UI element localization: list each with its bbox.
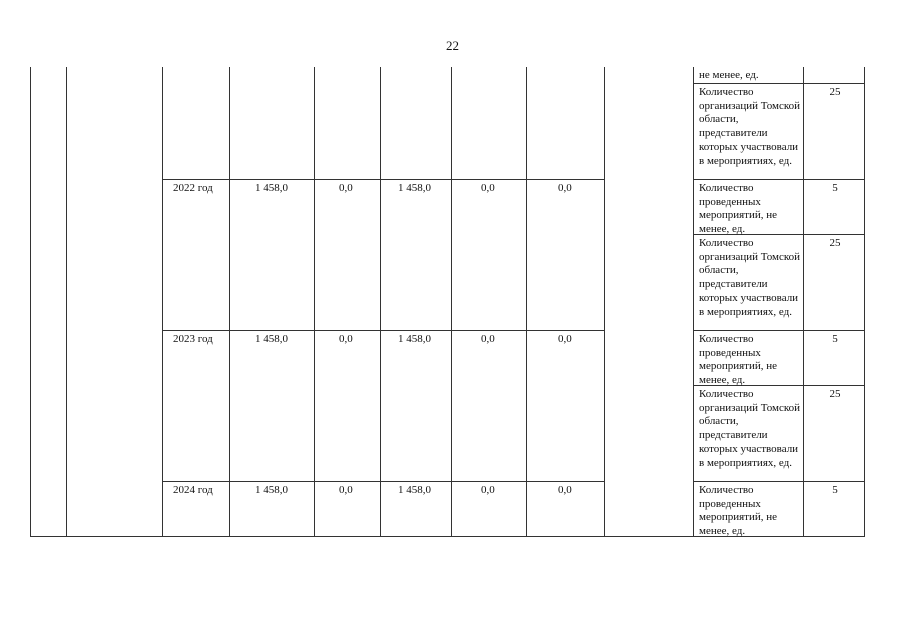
amount-cell: 0,0 (339, 333, 353, 345)
amount-cell: 0,0 (339, 182, 353, 194)
row-divider (162, 330, 604, 331)
amount-cell: 0,0 (481, 333, 495, 345)
page-number: 22 (446, 38, 459, 53)
column-divider (162, 67, 163, 536)
indicator-value: 5 (832, 182, 838, 194)
indicator-cell: Количество проведенных мероприятий, не менее, ед. (699, 333, 778, 387)
year-cell: 2024 год (173, 484, 213, 496)
indicator-value: 25 (829, 388, 841, 400)
indicator-cell: Количество организаций Томской области, представители которых участвовали в мероприятиях, ед. (699, 237, 801, 318)
column-divider (229, 67, 230, 536)
column-divider (380, 67, 381, 536)
amount-cell: 0,0 (558, 333, 572, 345)
amount-cell: 1 458,0 (255, 333, 288, 345)
row-divider (693, 83, 865, 84)
indicator-value: 5 (832, 333, 838, 345)
indicator-value: 25 (829, 86, 841, 98)
row-divider (162, 179, 604, 180)
indicator-value: 5 (832, 484, 838, 496)
table-border-right (864, 67, 865, 536)
amount-cell: 0,0 (558, 182, 572, 194)
column-divider (314, 67, 315, 536)
amount-cell: 1 458,0 (255, 182, 288, 194)
amount-cell: 1 458,0 (398, 182, 431, 194)
table-border-left (30, 67, 31, 536)
column-divider (526, 67, 527, 536)
indicator-value: 25 (829, 237, 841, 249)
year-cell: 2022 год (173, 182, 213, 194)
year-cell: 2023 год (173, 333, 213, 345)
indicator-cell: Количество проведенных мероприятий, не менее, ед. (699, 484, 778, 538)
amount-cell: 1 458,0 (398, 333, 431, 345)
amount-cell: 1 458,0 (255, 484, 288, 496)
indicator-cell: Количество организаций Томской области, представители которых участвовали в мероприятиях, ед. (699, 86, 801, 167)
indicator-cell: не менее, ед. (699, 69, 759, 81)
amount-cell: 0,0 (481, 182, 495, 194)
column-divider (66, 67, 67, 536)
amount-cell: 0,0 (481, 484, 495, 496)
column-divider (604, 67, 605, 536)
row-divider (693, 179, 865, 180)
indicator-cell: Количество проведенных мероприятий, не менее, ед. (699, 182, 778, 236)
row-divider (693, 330, 865, 331)
amount-cell: 0,0 (558, 484, 572, 496)
amount-cell: 1 458,0 (398, 484, 431, 496)
amount-cell: 0,0 (339, 484, 353, 496)
column-divider (451, 67, 452, 536)
indicator-cell: Количество организаций Томской области, представители которых участвовали в мероприятиях, ед. (699, 388, 801, 469)
column-divider (803, 67, 804, 536)
column-divider (693, 67, 694, 536)
row-divider (162, 481, 604, 482)
row-divider (693, 481, 865, 482)
